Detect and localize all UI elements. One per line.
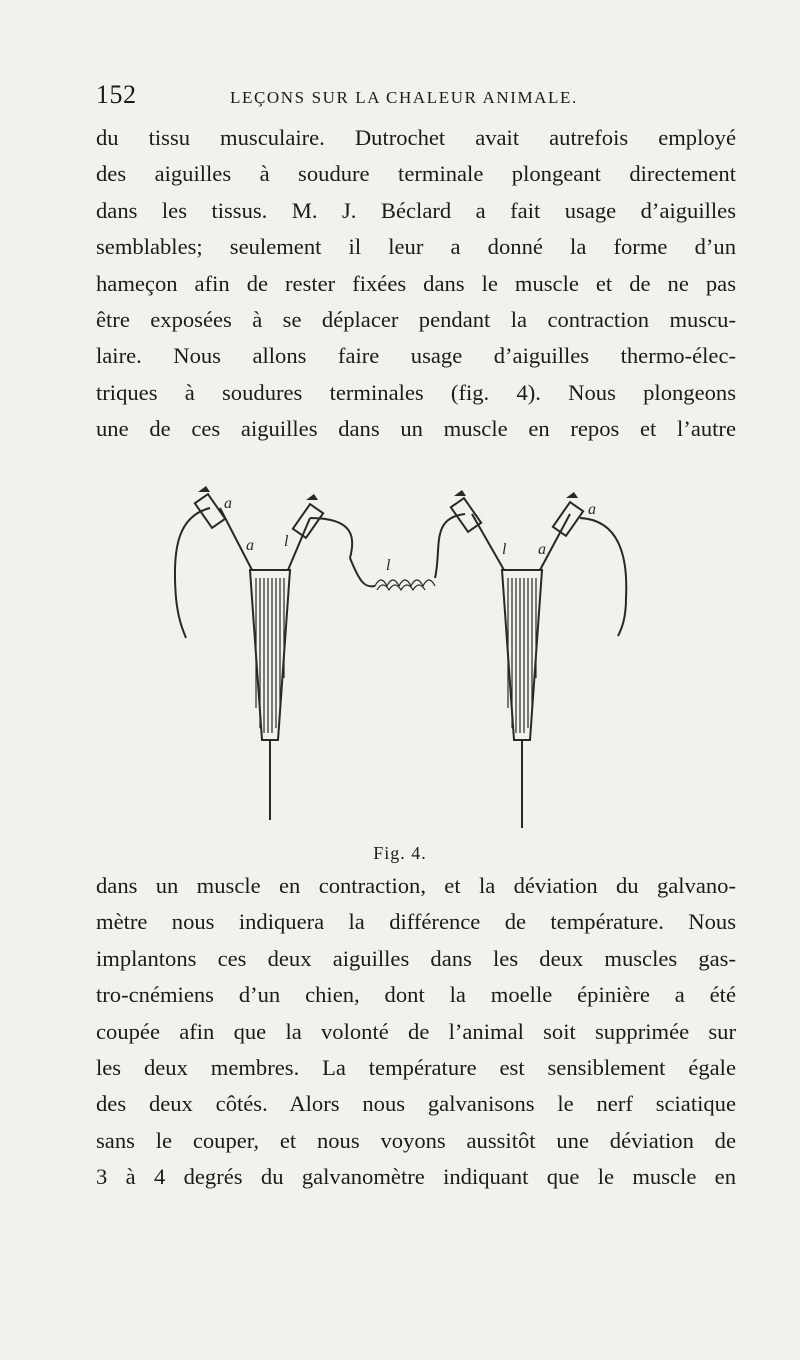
text-line: des aiguilles à soudure terminale plongeant directement (96, 161, 736, 187)
text-line: hameçon afin de rester fixées dans le muscle et de ne pas (96, 270, 736, 296)
binding-screw-left-a (195, 486, 225, 528)
text-line: mètre nous indiquera la différence de température. Nous (96, 909, 736, 935)
text-line: laire. Nous allons faire usage d’aiguilles thermo-élec- (96, 343, 736, 369)
text-line: les deux membres. La température est sensiblement égale (96, 1054, 736, 1080)
binding-screw-right-a (451, 490, 481, 532)
page-header (96, 80, 756, 114)
text-line: 3 à 4 degrés du galvanomètre indiquant que le muscle en (96, 1164, 736, 1190)
text-line: une de ces aiguilles dans un muscle en repos et l’autre (96, 416, 736, 442)
wire-right-inner (435, 514, 465, 578)
text-line: implantons ces deux aiguilles dans les deux muscles gas- (96, 945, 736, 971)
text-line: des deux côtés. Alors nous galvanisons le nerf sciatique (96, 1091, 736, 1117)
text-line: tro-cnémiens d’un chien, dont la moelle épinière a été (96, 982, 736, 1008)
text-line: triques à soudures terminales (fig. 4). Nous plongeons (96, 379, 736, 405)
needle-pair-left (175, 486, 465, 820)
wire-right-outer (580, 518, 626, 636)
figure-thermoelectric-needles (150, 478, 690, 838)
text-line: être exposées à se déplacer pendant la contraction muscu- (96, 306, 736, 332)
text-line: dans un muscle en contraction, et la déviation du galvano- (96, 873, 736, 898)
label-a-left: a (224, 495, 232, 512)
paragraph-top (96, 120, 736, 448)
wire-coil (375, 580, 435, 590)
wire-left-outer (175, 508, 210, 638)
needle-pair-right (451, 490, 626, 828)
figure-caption: Fig. 4. (373, 843, 427, 863)
label-a-left-inner: a (246, 537, 254, 554)
label-l-right: l (502, 541, 507, 558)
page-number: 152 (96, 80, 137, 109)
text-line: coupée afin que la volonté de l’animal soit supprimée sur (96, 1018, 736, 1044)
text-line: sans le couper, et nous voyons aussitôt une déviation de (96, 1127, 736, 1153)
wire-arm-left-2 (472, 514, 504, 570)
label-a-right-inner: a (538, 541, 546, 558)
wire-junction (350, 558, 375, 586)
binding-screw-right-b (553, 492, 583, 536)
wire-arm-right (288, 518, 310, 570)
paragraph-bottom (96, 868, 736, 1196)
text-line: dans les tissus. M. J. Béclard a fait usage d’aiguilles (96, 197, 736, 223)
text-line: semblables; seulement il leur a donné la forme d’un (96, 234, 736, 260)
running-head: LEÇONS SUR LA CHALEUR ANIMALE. (230, 88, 578, 107)
text-line: du tissu musculaire. Dutrochet avait autrefois employé (96, 125, 736, 150)
binding-screw-left-b (293, 494, 323, 538)
label-l-left: l (284, 533, 289, 550)
label-a-right: a (588, 501, 596, 518)
label-l-center: l (386, 557, 391, 574)
